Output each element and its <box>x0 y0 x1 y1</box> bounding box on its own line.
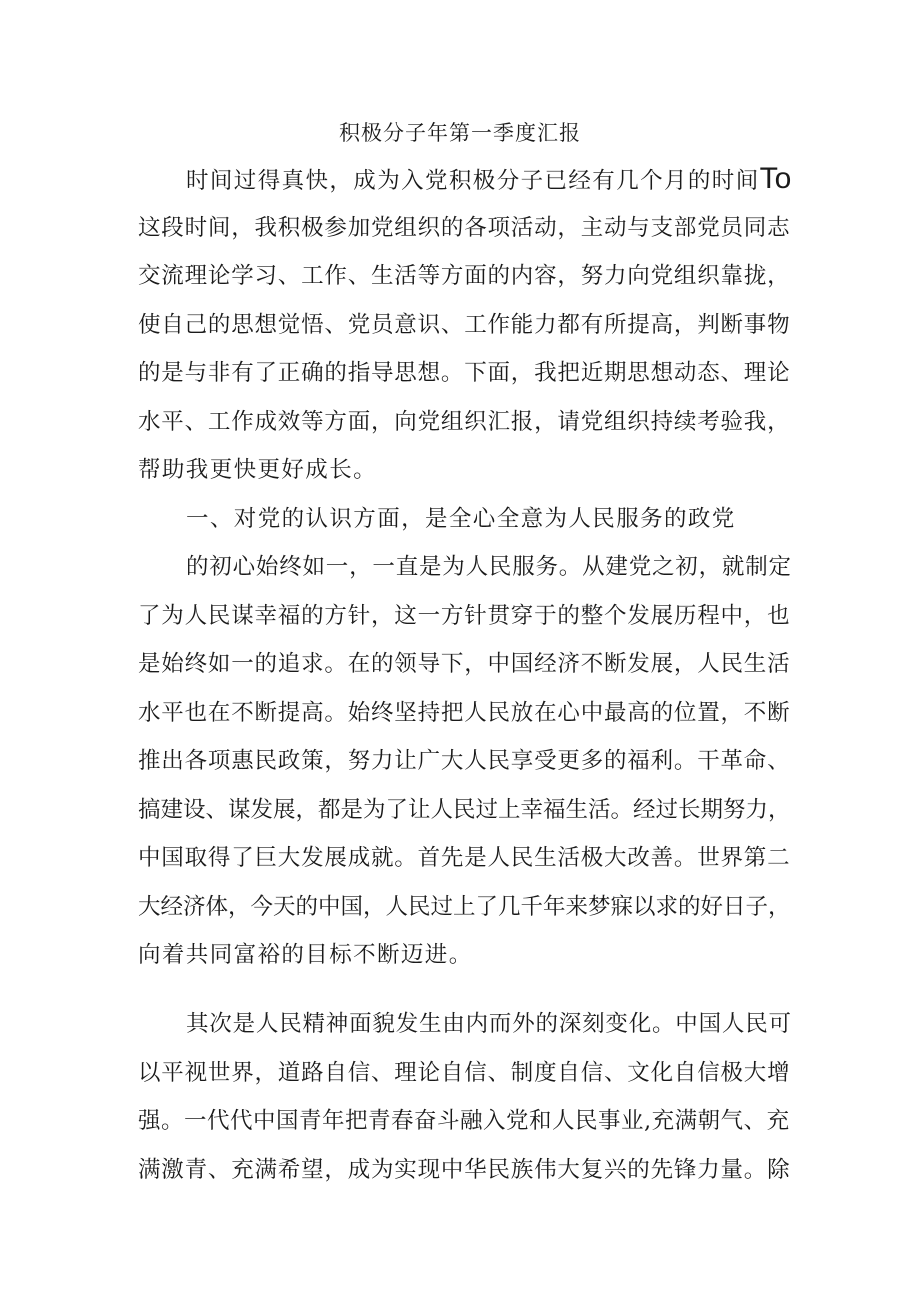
paragraph-line <box>186 162 791 198</box>
paragraph-line: 强。一代代中国青年把青春奋斗融入党和人民事业,充满朝气、充 <box>138 1108 790 1134</box>
paragraph-line: 满激青、充满希望，成为实现中华民族伟大复兴的先锋力量。除 <box>138 1157 791 1183</box>
paragraph-line: 中国取得了巨大发展成就。首先是人民生活极大改善。世界第二 <box>138 845 791 871</box>
paragraph-line: 搞建设、谋发展，都是为了让人民过上幸福生活。经过长期努力， <box>138 797 791 823</box>
paragraph-line: 交流理论学习、工作、生活等方面的内容，努力向党组织靠拢， <box>138 263 791 289</box>
paragraph-line-text: 时间过得真快，成为入党积极分子已经有几个月的时间 <box>186 168 760 194</box>
section-heading: 一、对党的认识方面，是全心全意为人民服务的政党 <box>186 506 736 532</box>
document-title: 积极分子年第一季度汇报 <box>339 121 581 145</box>
paragraph-line: 水平、工作成效等方面，向党组织汇报，请党组织持续考验我， <box>138 409 791 435</box>
paragraph-line: 的是与非有了正确的指导思想。下面，我把近期思想动态、理论 <box>138 360 791 386</box>
paragraph-line: 水平也在不断提高。始终坚持把人民放在心中最高的位置，不断 <box>138 700 791 726</box>
paragraph-line: 以平视世界，道路自信、理论自信、制度自信、文化自信极大增 <box>138 1060 791 1086</box>
paragraph-line: 推出各项惠民政策，努力让广大人民享受更多的福利。干革命、 <box>138 748 791 774</box>
paragraph-line: 其次是人民精神面貌发生由内而外的深刻变化。中国人民可 <box>186 1011 792 1037</box>
paragraph-line: 帮助我更快更好成长。 <box>138 457 378 483</box>
paragraph-line: 了为人民谋幸福的方针，这一方针贯穿于的整个发展历程中，也 <box>138 603 791 629</box>
paragraph-line: 向着共同富裕的目标不断迈进。 <box>138 942 473 968</box>
paragraph-line-suffix: To <box>759 162 792 195</box>
paragraph-line: 是始终如一的追求。在的领导下，中国经济不断发展，人民生活 <box>138 651 791 677</box>
paragraph-line: 这段时间，我积极参加党组织的各项活动，主动与支部党员同志 <box>138 215 791 241</box>
paragraph-line: 大经济体，今天的中国，人民过上了几千年来梦寐以求的好日子， <box>138 894 791 920</box>
paragraph-line: 的初心始终如一，一直是为人民服务。从建党之初，就制定 <box>186 554 792 580</box>
paragraph-line: 使自己的思想觉悟、党员意识、工作能力都有所提高，判断事物 <box>138 312 791 338</box>
